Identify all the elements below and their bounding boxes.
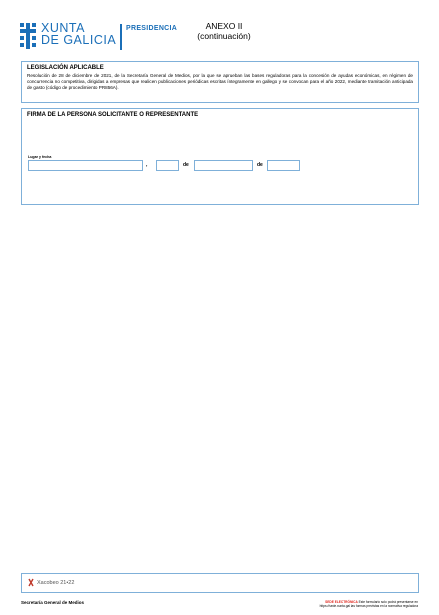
footer-note bbox=[296, 600, 418, 608]
xunta-cross-icon bbox=[19, 22, 37, 50]
de-separator-2: de bbox=[257, 162, 263, 168]
xacobeo-logo bbox=[28, 578, 74, 587]
department-name: PRESIDENCIA bbox=[126, 25, 178, 32]
signature-title: FIRMA DE LA PERSONA SOLICITANTE O REPRESENTANTE bbox=[27, 112, 199, 118]
xacobeo-icon bbox=[28, 578, 34, 587]
legislation-section bbox=[21, 61, 419, 103]
sede-link[interactable]: SEDE ELECTRÓNICA bbox=[325, 600, 358, 604]
logo-line-2: DE GALICIA bbox=[41, 33, 117, 47]
month-field[interactable] bbox=[194, 160, 253, 171]
xunta-logo bbox=[19, 22, 116, 50]
header-divider bbox=[120, 24, 122, 50]
annex-title bbox=[196, 21, 252, 41]
xacobeo-text: Xacobeo 21•22 bbox=[37, 579, 75, 586]
footer-organization: Secretaría General de Medios bbox=[21, 600, 85, 605]
annex-line-1: ANEXO II bbox=[205, 21, 243, 31]
legislation-text: Resolución de 28 de diciembre de 2021, de la Secretaría General de Medios, por la que se aprueban las bases reguladoras para la concesión de ayudas económicas, en régimen de concurrencia no competitiva, dirigidas a empresas que realicen publicaciones periódicas escritas íntegramente en gallego y se convocan para el año 2022, mediante tramitación anticipada de gasto (código de procedimiento PR856A). bbox=[27, 73, 413, 90]
footer-logo-box bbox=[21, 573, 419, 593]
footer-note-1: Este formulario solo podrá presentarse en bbox=[357, 600, 418, 604]
signature-section bbox=[21, 108, 419, 205]
annex-line-2: (continuación) bbox=[197, 31, 251, 41]
footer-note-2: https://sede.xunta.gal las formas previstas en la normativa reguladora bbox=[319, 604, 418, 608]
day-field[interactable] bbox=[156, 160, 179, 171]
place-date-label: Lugar y fecha bbox=[28, 155, 52, 159]
year-field[interactable] bbox=[267, 160, 300, 171]
comma-separator: , bbox=[146, 162, 148, 168]
de-separator-1: de bbox=[183, 162, 189, 168]
logo-wordmark bbox=[41, 22, 116, 46]
legislation-title: LEGISLACIÓN APLICABLE bbox=[27, 65, 104, 71]
place-field[interactable] bbox=[28, 160, 143, 171]
logo-line-1: XUNTA bbox=[41, 21, 85, 35]
